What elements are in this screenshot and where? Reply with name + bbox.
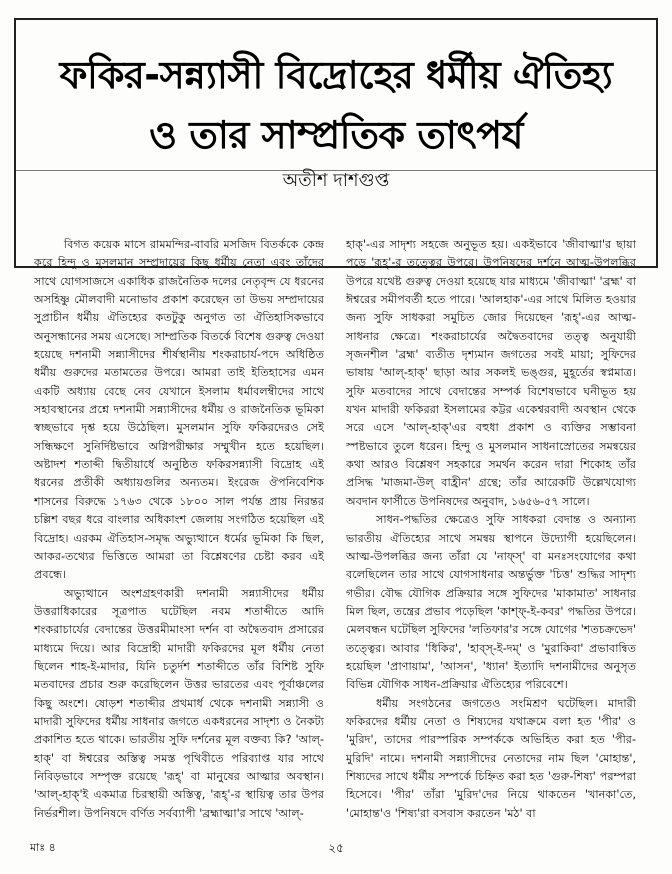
paragraph: অভ্যুত্থানে অংশগ্রহণকারী দশনামী সন্ন্যাসীদের ধর্মীয় উত্তরাধিকারের সূত্রপাত ঘটেছিল নবম শতাব্দীতে আদি শংকরাচার্যের বেদান্তের উত্তরমীমাংসা দর্শন বা অদ্বৈতবাদ প্রসারের মাধ্যমে দিয়ে। আর বিদ্রোহী মাদারী ফকিরদের মূল ধর্মীয় নেতা ছিলেন শাহ-ই-মাদার, যিনি চতুর্দশ শতাব্দীতে তাঁর বিশিষ্ট সুফি মতবাদের প্রচার শুরু করেছিলেন উত্তর ভারতের এবং পূর্বাঞ্চলের কিছু অংশে। ষোড়শ শতাব্দীর প্রথমার্ধ থেকে দশনামী সন্ন্যাসী ও মাদারী সুফিদের ধর্মীয় সাধনার জগতে একধরনের সাদৃশ্য ও নৈকট্য প্রকাশিত হতে থাকে। ভারতীয় সুফি দর্শনের মূল বক্তব্য কি? 'আল্-হাক্' বা ঈশ্বরের অস্তিত্ব সমস্ত পৃথিবীতে পরিব্যাপ্ত যার সাথে নিবিড়ভাবে সম্পৃক্ত রয়েছে 'রূহ্' বা মানুষের আত্মার অবস্থান। 'আল্-হাক্'ই একমাত্র চিরস্থায়ী অস্তিত্ব, 'রূহ্'-র স্থায়িত্ব তার উপর নির্ভরশীল। উপনিষদে বর্ণিত সর্বব্যাপী 'ব্রহ্মাত্মা'র সাথে 'আল্- <box>34 586 324 820</box>
article-title-line-2: ও তার সাম্প্রতিক তাৎপর্য <box>149 113 523 157</box>
right-column <box>346 236 636 826</box>
issue-marker: মাঃ ৪ <box>30 841 56 854</box>
article-title-line-1: ফকির-সন্ন্যাসী বিদ্রোহের ধর্মীয় ঐতিহ্য <box>59 53 613 97</box>
paragraph: বিগত কয়েক মাসে রামমন্দির-বাবরি মসজিদ বিতর্ককে কেন্দ্র করে হিন্দু ও মুসলমান সম্প্রদায়ের কিছু ধর্মীয় নেতা এবং তাঁদের সাথে যোগসাজসে একাধিক রাজনৈতিক দলের নেতৃবৃন্দ যে ধরনের অসহিষ্ণু মৌলবাদী মনোভাব প্রকাশ করেছেন তা উভয় সম্প্রদায়ের সুপ্রাচীন ধর্মীয় ঐতিহ্যের কতটুকু অনুগত তা ঐতিহাসিকভাবে অনুসন্ধানের সময় এসেছে। সাম্প্রতিক বিতর্কে বিশেষ গুরুত্ব দেওয়া হয়েছে দশনামী সন্ন্যাসীদের শীর্ষস্থানীয় শংকরাচার্য-পদে অধিষ্ঠিত ধর্মীয় গুরুদের মতামতের উপরে। আমরা তাই ইতিহাসের এমন একটি অধ্যায় বেছে নেব যেখানে ইসলাম ধর্মাবলম্বীদের সাথে সহাবস্থানের প্রশ্নে দশনামী সন্ন্যাসীদের ধর্মীয় ও রাজনৈতিক ভূমিকা স্বচ্ছভাবে দৃশ্ত হয়ে উঠেছিল। মুসলমান সুফি ফকিরদেরও সেই সন্ধিক্ষণে সুনির্দিষ্টভাবে অগ্নিপরীক্ষার সম্মুখীন হতে হয়েছিল। অষ্টাদশ শতাব্দী দ্বিতীয়ার্ধে অনুষ্ঠিত ফকিরসন্ন্যাসী বিদ্রোহ এই ধরনের প্রতীকী অধ্যায়গুলির অন্যতম। ইংরেজ ঔপনিবেশিক শাসনের বিরুদ্ধে ১৭৬৩ থেকে ১৮০০ সাল পর্যন্ত প্রায় নিরন্তর চল্লিশ বছর ধরে বাংলার অধিকাংশ জেলায় সংগঠিত হয়েছিল এই বিদ্রোহ। এরকম ঐতিহাস-সমৃদ্ধ অভ্যুত্থানে ধর্মের ভূমিকা কি ছিল, আকর-তথ্যের ভিত্তিতে আমরা তা বিশ্লেষণের চেষ্টা করব এই প্রবন্ধে। <box>34 238 324 582</box>
title-block <box>14 18 658 268</box>
paragraph: ধর্মীয় সংগঠনের জগতেও সংমিশ্রণ ঘটেছিল। মাদারী ফকিরদের ধর্মীয় নেতা ও শিষ্যদের যথাক্রমে বলা হত 'পীর' ও 'মুরিদ', তাদের পারস্পরিক সম্পর্ককে অভিহিত করা হত 'পীর-মুরিদি' নামে। দশনামী সন্ন্যাসীদের নেতাদের নাম ছিল 'মোহান্ত', শিষ্যদের সাথে ধর্মীয় সম্পর্কে চিহ্নিত করা হত 'গুরু-শিষ্য' পরম্পরা হিসেবে। 'পীর' তাঁরা 'মুরিদ'দের নিয়ে থাকতেন 'খানকা'তে, 'মোহান্ত'ও 'শিষ্য'রা বসবাস করতেন 'মঠ' বা <box>346 696 636 820</box>
author-name: অতীশ দাশগুপ্ত <box>282 170 390 191</box>
paragraph: সাধন-পদ্ধতির ক্ষেত্রেও সুফি সাধকরা বেদান্ত ও অন্যান্য ভারতীয় ঐতিহ্যের সাথে সমন্বয় স্থাপনে উদ্যোগী হয়েছিলেন। আত্ম-উপলব্ধির জন্য তাঁরা যে 'নাফ্স্' বা মনঃসংযোগের কথা বলেছিলেন তার সাথে যোগসাধনার অন্তর্ভুক্ত 'চিত্ত' শুদ্ধির সাদৃশ্য গভীর। বৌদ্ধ যৌগিক প্রক্রিয়ার সঙ্গে সুফিদের 'মাকামাত' সাধনার মিল ছিল, তন্ত্রের প্রভাব পড়েছিল 'কাশ্ফ্-ই-কবর' পদ্ধতির উপরে। মেলবন্ধন ঘটেছিল সুফিদের 'লতিফার'র সঙ্গে যোগের 'শতচক্রভেদ' তত্ত্বের। আবার 'ধিকির', 'হাব্স্-ই-দম্' ও 'মুরাকিবা' প্রভাবান্বিত হয়েছিল 'প্রাণায়াম', 'আসন', 'ধ্যান' ইত্যাদি দশনামীদের অনুসৃত বিভিন্ন যৌগিক সাধন-প্রক্রিয়ার ঐতিহ্যের পরিবেশে। <box>346 513 636 692</box>
page-number: ২৫ <box>328 841 344 855</box>
left-column <box>34 236 324 826</box>
paragraph: হাক্'-এর সাদৃশ্য সহজে অনুভূত হয়। একইভাবে 'জীবাত্মা'র ছায়া পড়ে 'রূহ্'-র তত্ত্বের উপরে। উপনিষদের দর্শনে আত্ম-উপলব্ধির উপরে যথেষ্ট গুরুত্ব দেওয়া হয়েছে যার মাধ্যমে 'জীবাত্মা' 'ব্রহ্ম' বা ঈশ্বরের সমীপবর্তী হতে পারে। 'আলহাক'-এর সাথে মিলিত হওয়ার জন্য সুফি সাধকরা সমুচিত জোর দিয়েছেন 'রূহ্'-এর আত্ম-সাধনার ক্ষেত্রে। শংকরাচার্যের অদ্বৈতবাদের তত্ত্ব অনুযায়ী সৃজনশীল 'ব্রহ্ম' ব্যতীত দৃশ্যমান জগতের সবই মায়া; সুফিদের ভাষায় 'আল্-হাক্' ছাড়া আর সকলই ভঙ্গুর, মুহূর্তের স্বপ্নমাত্র। সুফি মতবাদের সাথে বেদান্তের সম্পর্ক বিশেষভাবে ঘনীভূত হয় যখন মাদারী ফকিররা ইসলামের কট্টর একেশ্বরবাদী অবস্থান থেকে সরে এসে 'আল্-হাক্'এর বহুধা প্রকাশ ও ব্যক্তির সম্ভাবনা স্পষ্টভাবে তুলে ধরেন। হিন্দু ও মুসলমান সাধনাস্রোতের সমন্বয়ের কথা আরও বিশ্লেষণ সহকারে সমর্থন করেন দারা শিকোহ তাঁর প্রসিদ্ধ 'মাজমা-উল্ বাহ্রীন' গ্রন্থে; তাঁর আরেকটি উল্লেখযোগ্য অবদান ফার্সীতে উপনিষদের অনুবাদ, ১৬৫৬-৫৭ সালে। <box>346 238 636 508</box>
